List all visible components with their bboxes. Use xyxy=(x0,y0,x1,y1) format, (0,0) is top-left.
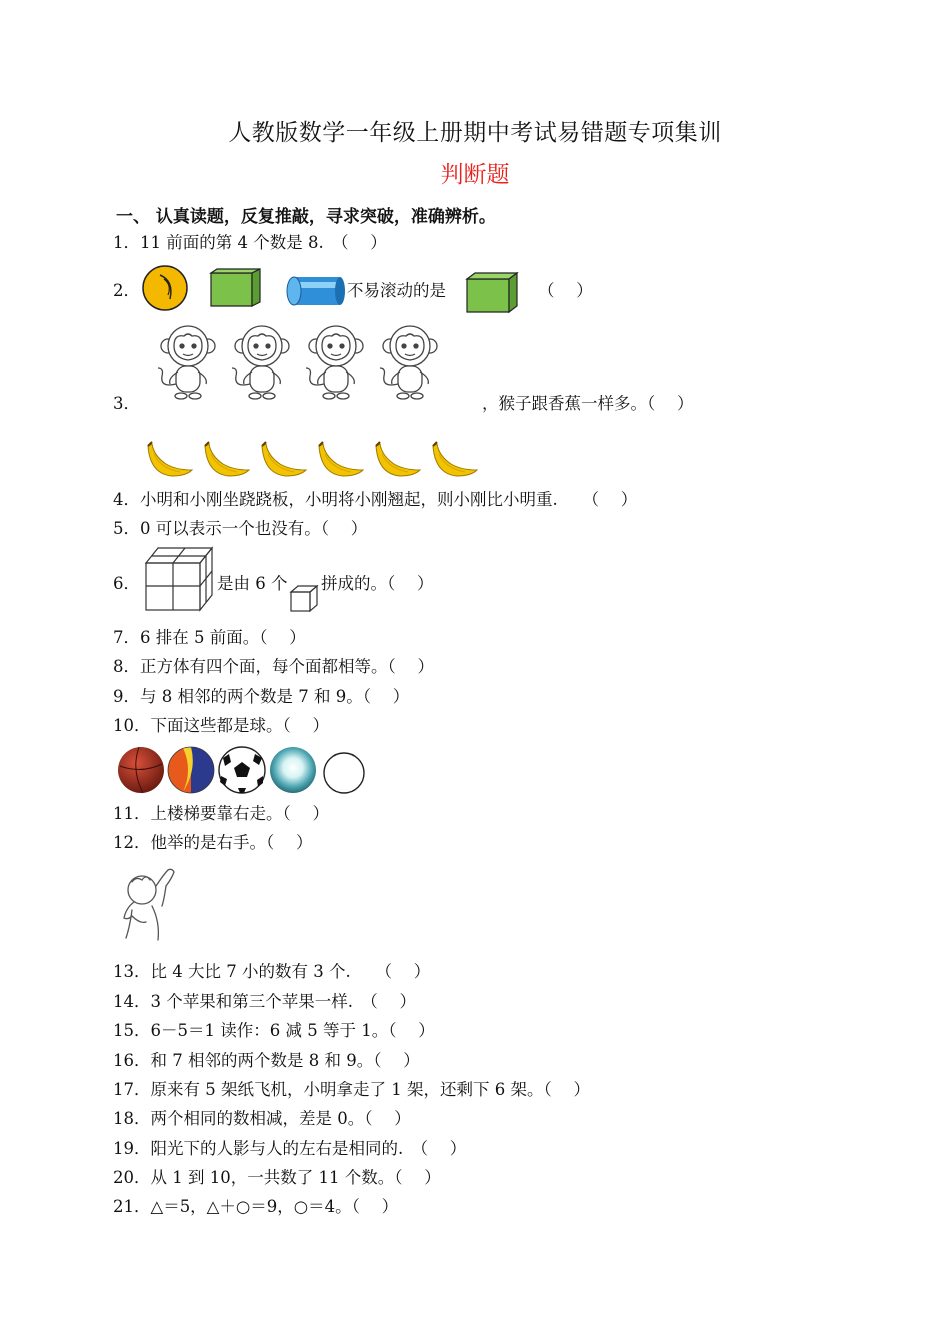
ball-row xyxy=(117,746,369,796)
cube-stack-icon xyxy=(144,546,214,612)
question-20: 20．从 1 到 10，一共数了 11 个数。（ ） xyxy=(113,1168,441,1187)
question-18: 18．两个相同的数相减，差是 0。（ ） xyxy=(113,1109,411,1128)
page-subtitle: 判断题 xyxy=(440,162,510,188)
banana-icon xyxy=(148,442,192,476)
question-3: 3． xyxy=(113,394,140,413)
question-17: 17．原来有 5 架纸飞机，小明拿走了 1 架，还剩下 6 架。（ ） xyxy=(113,1080,590,1099)
small-cube-icon xyxy=(290,585,320,613)
question-12: 12．他举的是右手。（ ） xyxy=(113,833,313,852)
question-8: 8．正方体有四个面，每个面都相等。（ ） xyxy=(113,657,434,676)
question-15: 15．6－5＝1 读作：6 减 5 等于 1。（ ） xyxy=(113,1021,435,1040)
circle-outline-icon xyxy=(324,753,364,793)
question-13: 13．比 4 大比 7 小的数有 3 个. （ ） xyxy=(113,962,431,981)
basketball-icon xyxy=(118,747,164,793)
monkey-icon xyxy=(158,326,215,399)
question-4: 4．小明和小刚坐跷跷板，小明将小刚翘起，则小刚比小明重. （ ） xyxy=(113,490,638,509)
question-16: 16．和 7 相邻的两个数是 8 和 9。（ ） xyxy=(113,1051,420,1070)
soccer-ball-icon xyxy=(219,747,265,793)
question-6: 6． xyxy=(113,574,140,593)
glass-ball-icon xyxy=(270,747,316,793)
question-7: 7．6 排在 5 前面。（ ） xyxy=(113,628,306,647)
page-title: 人教版数学一年级上册期中考试易错题专项集训 xyxy=(228,120,722,146)
blue-cylinder-icon xyxy=(286,274,346,310)
child-raising-hand-icon xyxy=(116,866,182,944)
question-2: 2． xyxy=(113,281,140,300)
monkey-row xyxy=(150,322,460,402)
question-9: 9．与 8 相邻的两个数是 7 和 9。（ ） xyxy=(113,687,410,706)
green-cuboid-icon xyxy=(466,272,522,314)
question-21: 21．△＝5，△＋○＝9，○＝4。（ ） xyxy=(113,1197,399,1216)
question-10: 10．下面这些都是球。（ ） xyxy=(113,716,329,735)
orange-sphere-icon xyxy=(142,265,190,313)
banana-icon xyxy=(205,442,249,476)
question-6-text-a: 是由 6 个 xyxy=(217,574,288,593)
question-14: 14．3 个苹果和第三个苹果一样. （ ） xyxy=(113,992,416,1011)
question-5: 5．0 可以表示一个也没有。（ ） xyxy=(113,519,368,538)
beach-ball-icon xyxy=(168,747,214,793)
question-1: 1．11 前面的第 4 个数是 8. （ ） xyxy=(113,233,387,252)
green-cuboid-icon xyxy=(210,268,264,310)
monkey-icon xyxy=(380,326,437,399)
monkey-icon xyxy=(306,326,363,399)
banana-icon xyxy=(262,442,306,476)
question-3-text: ，猴子跟香蕉一样多。（ ） xyxy=(482,394,694,413)
question-11: 11．上楼梯要靠右走。（ ） xyxy=(113,804,329,823)
question-2-text: 不易滚动的是 xyxy=(347,281,446,300)
banana-icon xyxy=(319,442,363,476)
monkey-icon xyxy=(232,326,289,399)
question-2-paren: （ ） xyxy=(538,281,593,300)
banana-icon xyxy=(433,442,477,476)
section-heading: 一、 认真读题，反复推敲，寻求突破，准确辨析。 xyxy=(116,207,496,227)
question-6-text-b: 拼成的。（ ） xyxy=(321,574,434,593)
question-19: 19．阳光下的人影与人的左右是相同的. （ ） xyxy=(113,1139,467,1158)
banana-row xyxy=(142,438,482,480)
banana-icon xyxy=(376,442,420,476)
